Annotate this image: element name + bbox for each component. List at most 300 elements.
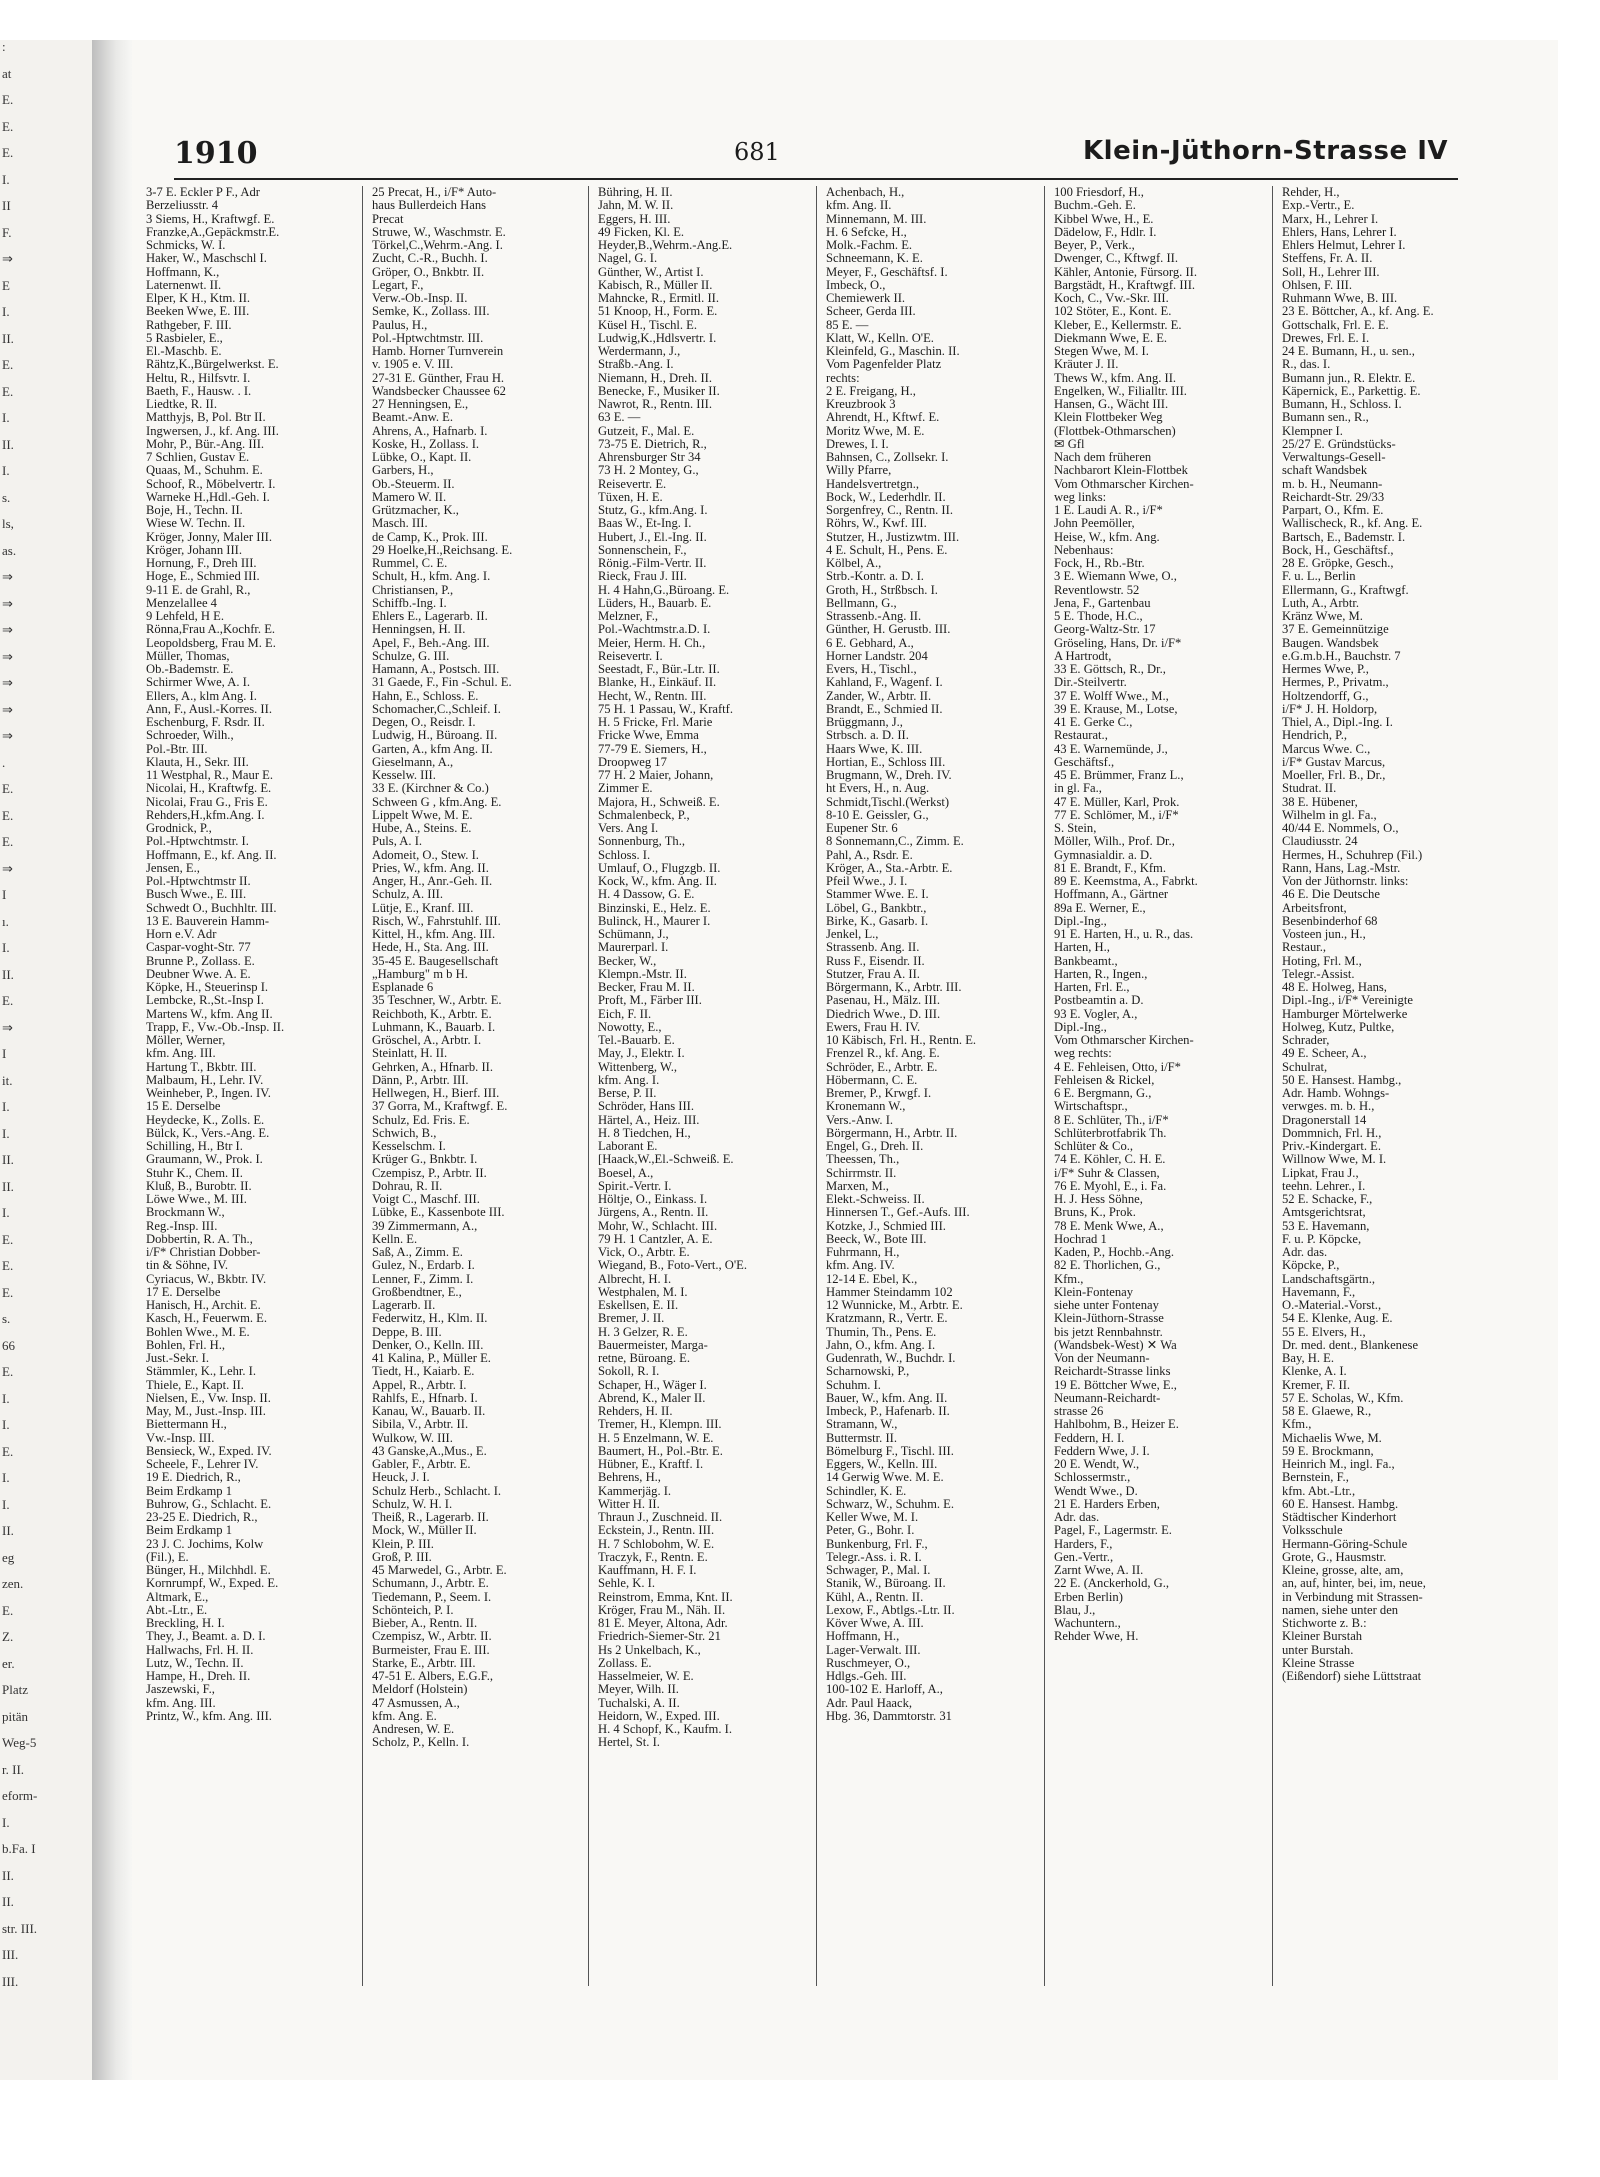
directory-entry: Stutz, G., kfm.Ang. I. [598, 504, 708, 517]
directory-entry: Kröger, Johann III. [146, 543, 243, 557]
directory-entry: Harten, H., [1054, 941, 1110, 955]
directory-entry: teehn. Lehrer., I. [1282, 1179, 1366, 1193]
directory-entry: Czempisz, W., Arbtr. II. [372, 1630, 492, 1644]
directory-entry: Just.-Sekr. I. [146, 1352, 209, 1365]
directory-entry: Leopoldsberg, Frau M. E. [146, 636, 276, 650]
directory-entry: Reventlowstr. 52 [1054, 583, 1140, 597]
directory-entry: Jaszewski, F., [146, 1683, 215, 1697]
directory-entry: Baugen. Wandsbek [1282, 636, 1379, 650]
directory-entry: Ehlers E., Lagerarb. II. [372, 610, 488, 623]
margin-fragment: E. [2, 92, 14, 107]
directory-entry: Rahlfs, E., Hfnarb. I. [372, 1391, 478, 1405]
directory-entry: 39 E. Krause, M., Lotse, [1054, 702, 1178, 716]
margin-fragment: I. [2, 1390, 10, 1406]
directory-entry: (Eißendorf) siehe Lüttstraat [1282, 1670, 1422, 1683]
margin-fragment: Platz [2, 1682, 28, 1697]
directory-entry: 20 E. Wendt, W., [1054, 1458, 1140, 1471]
directory-entry: Börgermann, H., Arbtr. II. [826, 1126, 958, 1140]
margin-fragment: I [2, 1046, 7, 1061]
directory-entry: Klempn.-Mstr. II. [598, 967, 687, 981]
directory-entry: Nachbarort Klein-Flottbek [1054, 464, 1188, 478]
directory-entry: Nach dem früheren [1054, 451, 1152, 464]
directory-entry: Reisevertr. E. [598, 477, 667, 491]
directory-entry: Jenkel, L., [826, 928, 879, 941]
directory-entry: Wittenberg, W., [598, 1060, 678, 1074]
directory-entry: Trapp, F., Vw.-Ob.-Insp. II. [146, 1020, 285, 1034]
directory-entry: Kleine Strasse [1282, 1656, 1355, 1670]
directory-entry: Dipl.-Ing., [1054, 914, 1107, 928]
directory-entry: Vick, O., Arbtr. E. [598, 1246, 690, 1259]
directory-entry: Ludwig, H., Büroang. II. [372, 729, 498, 743]
directory-entry: 100 Friesdorf, H., [1054, 186, 1144, 199]
directory-entry: Rieck, Frau J. III. [598, 570, 687, 584]
margin-fragment: ⇒ [2, 622, 13, 637]
directory-entry: kfm. Abt.-Ltr., [1282, 1484, 1356, 1498]
directory-entry: Kräuter J. II. [1054, 358, 1119, 372]
directory-entry: Ellermann, G., Kraftwgf. [1282, 583, 1409, 597]
directory-entry: Kfm., [1282, 1418, 1312, 1432]
directory-entry: 3 E. Wiemann Wwe, O., [1054, 570, 1177, 584]
directory-entry: Schomacher,C.,Schleif. I. [372, 702, 501, 716]
directory-entry: Zucht, C.-R., Buchh. I. [372, 252, 488, 266]
margin-fragment: III. [2, 1947, 19, 1962]
directory-entry: Jena, F., Gartenbau [1054, 596, 1151, 610]
directory-entry: Franzke,A.,Gepäckmstr.E. [146, 225, 280, 239]
directory-entry: Adr. Hamb. Wohngs- [1282, 1087, 1390, 1100]
column-separator [1272, 186, 1273, 1986]
directory-entry: Hochrad 1 [1054, 1232, 1107, 1246]
directory-entry: Holtzendorff, G., [1282, 689, 1369, 703]
directory-entry: 25/27 E. Gründstücks- [1282, 437, 1396, 451]
directory-entry: Engel, G., Dreh. II. [826, 1140, 924, 1153]
directory-entry: Eschenburg, F. Rsdr. II. [146, 716, 265, 729]
directory-entry: They, J., Beamt. a. D. I. [146, 1630, 266, 1644]
directory-entry: Feddern Wwe, J. I. [1054, 1444, 1150, 1458]
directory-entry: 45 Marwedel, G., Arbtr. E. [372, 1564, 507, 1577]
directory-entry: Thraun J., Zuschneid. II. [598, 1511, 723, 1524]
directory-entry: 59 E. Brockmann, [1282, 1444, 1374, 1458]
directory-entry: Melzner, F., [598, 610, 659, 623]
directory-entry: Printz, W., kfm. Ang. III. [146, 1709, 272, 1723]
directory-entry: 27 Henningsen, E., [372, 398, 469, 411]
directory-entry: El.-Maschb. E. [146, 345, 222, 358]
directory-entry: 102 Stöter, E., Kont. E. [1054, 305, 1172, 319]
directory-entry: Majora, H., Schweiß. E. [598, 795, 720, 809]
directory-entry: kfm. Ang. E. [372, 1709, 437, 1723]
directory-entry: Wilhelm in gl. Fa., [1282, 808, 1377, 822]
directory-entry: Imbeck, P., Hafenarb. II. [826, 1405, 950, 1418]
directory-entry: Koch, C., Vw.-Skr. III. [1054, 292, 1169, 305]
directory-entry: Haars Wwe, K. III. [826, 742, 923, 756]
directory-entry: Sorgenfrey, C., Rentn. II. [826, 504, 953, 517]
margin-fragment: E. [2, 383, 14, 399]
directory-entry: 47 Asmussen, A., [372, 1696, 460, 1710]
margin-fragment: as. [2, 542, 17, 558]
directory-entry: Baeth, F., Hausw. . I. [146, 384, 252, 398]
directory-entry: Mamero W. II. [372, 490, 447, 504]
directory-entry: Kabisch, R., Müller II. [598, 278, 713, 292]
margin-fragment: str. III. [2, 1920, 38, 1936]
directory-entry: Cyriacus, W., Bkbtr. IV. [146, 1272, 267, 1286]
directory-entry: Bunkenburg, Frl. F., [826, 1537, 928, 1551]
directory-column [372, 186, 570, 1986]
directory-entry: Schmicks, W. I. [146, 239, 226, 252]
directory-entry: Klein-Fontenay [1054, 1285, 1134, 1299]
directory-entry: 7 Schlien, Gustav E. [146, 451, 250, 464]
directory-entry: verwges. m. b. H., [1282, 1100, 1375, 1114]
directory-entry: ht Evers, H., n. Aug. [826, 782, 930, 796]
directory-entry: Meldorf (Holstein) [372, 1683, 468, 1697]
margin-fragment: II. [2, 436, 14, 452]
directory-entry: Nielsen, E., Vw. Insp. II. [146, 1391, 271, 1405]
directory-entry: namen, siehe unter den [1282, 1603, 1399, 1617]
directory-entry: Gröschel, A., Arbtr. I. [372, 1034, 482, 1047]
directory-entry: Jürgens, A., Rentn. II. [598, 1206, 709, 1220]
directory-entry: retne, Büroang. E. [598, 1352, 690, 1365]
directory-entry: Kittel, H., kfm. Ang. III. [372, 928, 496, 941]
directory-entry: in gl. Fa., [1054, 782, 1102, 796]
directory-entry: Gutzeit, F., Mal. E. [598, 424, 695, 438]
column-separator [588, 186, 589, 1986]
directory-entry: 33 E. (Kirchner & Co.) [372, 782, 489, 796]
column-separator [1044, 186, 1045, 1986]
directory-entry: Verw.-Ob.-Insp. II. [372, 292, 468, 305]
directory-entry: Abt.-Ltr., E. [146, 1603, 208, 1617]
directory-entry: Kleinfeld, G., Maschin. II. [826, 345, 960, 358]
directory-entry: Heydecke, K., Zolls. E. [146, 1113, 265, 1127]
directory-entry: Horn e.V. Adr [146, 928, 217, 941]
directory-entry: Schumann, J., Arbtr. E. [372, 1577, 489, 1591]
directory-entry: Kröger, Frau M., Näh. II. [598, 1603, 726, 1617]
directory-entry: H. 7 Schlobohm, W. E. [598, 1537, 715, 1551]
directory-entry: Hoffmann, H., [826, 1630, 900, 1644]
margin-fragment: Weg-5 [2, 1735, 37, 1750]
directory-entry: Bremer, J. II. [598, 1312, 665, 1326]
directory-entry: 33 E. Göttsch, R., Dr., [1054, 663, 1166, 676]
directory-entry: 78 E. Menk Wwe, A., [1054, 1219, 1164, 1233]
margin-fragment: E. [2, 781, 14, 796]
directory-entry: Stanik, W., Büroang. II. [826, 1577, 946, 1591]
directory-entry: Willnow Wwe, M. I. [1282, 1153, 1387, 1167]
directory-entry: unter Burstah. [1282, 1643, 1354, 1657]
directory-entry: Gen.-Vertr., [1054, 1550, 1114, 1564]
margin-fragment: ⇒ [2, 701, 13, 717]
directory-entry: H. 5 Enzelmann, W. E. [598, 1431, 714, 1445]
directory-entry: Schloss. I. [598, 848, 651, 862]
margin-fragment: s. [2, 1311, 11, 1326]
directory-entry: Schween G , kfm.Ang. E. [372, 795, 502, 809]
directory-entry: Hanisch, H., Archit. E. [146, 1299, 261, 1312]
directory-entry: de Camp, K., Prok. III. [372, 530, 488, 544]
directory-entry: Ohlsen, F. III. [1282, 278, 1352, 292]
margin-fragment: Z. [2, 1629, 14, 1644]
margin-fragment: ⇒ [2, 251, 13, 266]
directory-entry: Legart, F., [372, 278, 424, 292]
directory-entry: 31 Gaede, F., Fin -Schul. E. [372, 676, 512, 690]
margin-fragment: . [2, 754, 6, 770]
margin-fragment: II [2, 198, 11, 213]
directory-entry: 85 E. — [826, 318, 869, 332]
margin-fragment: : [2, 40, 6, 54]
directory-entry: Studrat. II. [1282, 782, 1337, 796]
directory-entry: Nagel, G. I. [598, 252, 658, 266]
directory-entry: Scheer, Gerda III. [826, 305, 916, 319]
directory-entry: siehe unter Fontenay [1054, 1299, 1159, 1312]
margin-fragment: it. [2, 1072, 13, 1088]
directory-entry: Hallwachs, Frl. H. II. [146, 1643, 254, 1657]
directory-entry: Ehlers Helmut, Lehrer I. [1282, 239, 1406, 252]
directory-entry: Strassenb.-Ang. II. [826, 610, 922, 623]
directory-entry: 81 E. Meyer, Altona, Adr. [598, 1617, 728, 1630]
directory-entry: Niemann, H., Dreh. II. [598, 371, 713, 385]
margin-fragment: I. [2, 1814, 10, 1830]
directory-entry: Ludwig,K.,Hdlsvertr. I. [598, 331, 717, 345]
directory-entry: Holweg, Kutz, Pultke, [1282, 1020, 1395, 1034]
directory-entry: Grote, G., Hausmstr. [1282, 1550, 1387, 1564]
directory-entry: Lutz, W., Techn. II. [146, 1656, 244, 1670]
directory-entry: Pol.-Hptwchtmstr. I. [146, 835, 249, 849]
directory-entry: 48 E. Holweg, Hans, [1282, 981, 1387, 994]
directory-entry: Umlauf, O., Flugzgb. II. [598, 861, 721, 875]
directory-entry: Gottschalk, Frl. E. E. [1282, 318, 1389, 332]
directory-entry: Volksschule [1282, 1524, 1343, 1538]
directory-entry: Schilling, H., Btr I. [146, 1140, 243, 1153]
directory-entry: Hamb. Horner Turnverein [372, 345, 504, 358]
margin-fragment: II. [2, 966, 14, 982]
directory-entry: Lübke, E., Kassenbote III. [372, 1206, 505, 1220]
directory-entry: Christiansen, P., [372, 583, 454, 597]
directory-entry: Schulrat, [1282, 1060, 1328, 1074]
directory-entry: Löwe Wwe., M. III. [146, 1193, 247, 1206]
directory-entry: Birke, K., Gasarb. I. [826, 914, 929, 928]
directory-entry: Binzinski, E., Helz. E. [598, 901, 711, 915]
directory-entry: Becker, W., [598, 954, 657, 968]
directory-entry: in Verbindung mit Strassen- [1282, 1590, 1423, 1604]
directory-entry: Pasenau, H., Mälz. III. [826, 994, 941, 1008]
margin-fragment: I. [2, 304, 10, 319]
directory-entry: Russ F., Eisendr. II. [826, 954, 925, 968]
directory-entry: 10 Käbisch, Frl. H., Rentn. E. [826, 1034, 977, 1047]
directory-entry: Benecke, F., Musiker II. [598, 384, 720, 398]
directory-entry: Deppe, B. III. [372, 1325, 442, 1339]
margin-fragment: b.Fa. I [2, 1841, 36, 1856]
directory-entry: Telegr.-Ass. i. R. I. [826, 1550, 922, 1564]
directory-entry: Klauta, H., Sekr. III. [146, 755, 249, 769]
margin-fragment: ⇒ [2, 1019, 13, 1035]
margin-fragment: II. [2, 1152, 14, 1167]
directory-entry: Gehrken, A., Hfnarb. II. [372, 1060, 493, 1074]
directory-entry: Berzeliusstr. 4 [146, 199, 219, 213]
directory-entry: Arbeitsfront, [1282, 901, 1347, 915]
directory-entry: Zollass. E. [598, 1656, 652, 1670]
directory-entry: S. Stein, [1054, 822, 1097, 835]
directory-entry: Kock, W., kfm. Ang. II. [598, 875, 717, 888]
directory-entry: Hertel, St. I. [598, 1736, 660, 1750]
directory-entry: Hinnersen T., Gef.-Aufs. III. [826, 1206, 970, 1220]
directory-entry: Mohr, W., Schlacht. III. [598, 1219, 718, 1233]
directory-entry: Geschäftsf., [1054, 755, 1115, 769]
directory-entry: Starke, E., Arbtr. III. [372, 1656, 476, 1670]
directory-entry: Großbendtner, E., [372, 1285, 462, 1299]
directory-entry: Bühring, H. II. [598, 186, 673, 199]
directory-entry: Bünger, H., Milchhdl. E. [146, 1564, 271, 1577]
directory-entry: Ehlers, Hans, Lehrer I. [1282, 225, 1397, 239]
directory-entry: Gulez, N., Erdarb. I. [372, 1259, 475, 1273]
directory-entry: Schwager, P., Mal. I. [826, 1564, 931, 1577]
directory-entry: Harders, F., [1054, 1537, 1113, 1551]
directory-entry: Baas W., Et-Ing. I. [598, 517, 692, 531]
directory-entry: Postbeamtin a. D. [1054, 994, 1144, 1008]
directory-entry: Dragonerstall 14 [1282, 1113, 1367, 1127]
directory-entry: Bauer, W., kfm. Ang. II. [826, 1391, 948, 1405]
directory-entry: Anger, H., Anr.-Geh. II. [372, 875, 493, 888]
directory-entry: H. 3 Gelzer, R. E. [598, 1325, 688, 1339]
margin-fragment: r. II. [2, 1761, 25, 1777]
directory-entry: Dr. med. dent., Blankenese [1282, 1338, 1419, 1352]
directory-entry: Gymnasialdir. a. D. [1054, 848, 1153, 862]
directory-entry: 23 E. Böttcher, A., kf. Ang. E. [1282, 305, 1434, 319]
directory-entry: Kahland, F., Wagenf. I. [826, 676, 943, 690]
directory-entry: Rummel, C. E. [372, 557, 448, 570]
directory-entry: Tel.-Bauarb. E. [598, 1034, 675, 1047]
margin-fragment: ⇒ [2, 648, 13, 664]
directory-entry: Eggers, H. III. [598, 212, 671, 226]
directory-entry: Handelsvertretgn., [826, 477, 920, 491]
directory-entry: 73 H. 2 Montey, G., [598, 464, 699, 478]
directory-entry: Lütje, E., Kranf. III. [372, 901, 474, 915]
directory-entry: Straßb.-Ang. I. [598, 358, 674, 372]
directory-entry: Witter H. II. [598, 1497, 660, 1511]
directory-entry: Beamt.-Anw. E. [372, 411, 454, 425]
directory-entry: Willy Pfarre, [826, 464, 892, 478]
margin-fragment: eform- [2, 1788, 38, 1803]
directory-entry: Klein Flottbeker Weg [1054, 411, 1163, 425]
directory-entry: Scholz, P., Kelln. I. [372, 1736, 470, 1750]
directory-entry: Von der Jüthornstr. links: [1282, 875, 1409, 888]
directory-entry: Vers.-Anw. I. [826, 1113, 894, 1127]
margin-fragment: E. [2, 1231, 14, 1247]
directory-entry: Kibbel Wwe, H., E. [1054, 212, 1154, 226]
margin-fragment: pitän [2, 1708, 28, 1724]
directory-entry: Günther, H. Gerustb. III. [826, 623, 951, 637]
directory-entry: 53 E. Havemann, [1282, 1219, 1370, 1233]
directory-entry: Adr. Paul Haack, [826, 1696, 913, 1710]
directory-entry: Groth, H., Strßbsch. I. [826, 583, 938, 597]
directory-entry: 60 E. Hansest. Hambg. [1282, 1497, 1399, 1511]
directory-entry: Erben Berlin) [1054, 1590, 1123, 1604]
directory-entry: Rehders, H. II. [598, 1405, 673, 1418]
margin-fragment: er. [2, 1655, 15, 1671]
directory-entry: Hbg. 36, Dammtorstr. 31 [826, 1709, 952, 1723]
directory-entry: Burmeister, Frau E. III. [372, 1643, 490, 1657]
directory-entry: Zimmer E. [598, 782, 653, 796]
previous-page-fragment [0, 40, 94, 2080]
directory-entry: Nicolai, H., Kraftwfg. E. [146, 782, 272, 796]
directory-entry: Hartung T., Bkbtr. III. [146, 1060, 257, 1074]
directory-entry: Caspar-voght-Str. 77 [146, 941, 251, 955]
directory-entry: 73-75 E. Dietrich, R., [598, 437, 707, 451]
directory-entry: Hellwegen, H., Bierf. III. [372, 1087, 500, 1100]
directory-entry: Bruns, K., Prok. [1054, 1206, 1136, 1220]
directory-entry: Klempner I. [1282, 424, 1343, 438]
margin-fragment: E. [2, 1443, 14, 1459]
margin-fragment: E. [2, 1284, 14, 1300]
directory-entry: 37 E. Wolff Wwe., M., [1054, 689, 1169, 703]
directory-entry: 8-10 E. Geissler, G., [826, 808, 929, 822]
directory-entry: Lexow, F., Abtlgs.-Ltr. II. [826, 1603, 955, 1617]
directory-entry: Engelken, W., Filialltr. III. [1054, 384, 1187, 398]
directory-entry: 27-31 E. Günther, Frau H. [372, 371, 505, 385]
directory-entry: John Peemöller, [1054, 517, 1135, 531]
directory-entry: 57 E. Scholas, W., Kfm. [1282, 1391, 1404, 1405]
directory-entry: Stegen Wwe, M. I. [1054, 345, 1149, 358]
directory-entry: Heinrich M., ingl. Fa., [1282, 1458, 1395, 1471]
margin-fragment: I. [2, 1496, 10, 1512]
directory-entry: Bülck, K., Vers.-Ang. E. [146, 1126, 270, 1140]
directory-entry: Stämmler, K., Lehr. I. [146, 1365, 257, 1379]
directory-entry: Schmidt,Tischl.(Werkst) [826, 795, 950, 809]
directory-entry: Kröger, Jonny, Maler III. [146, 530, 272, 544]
directory-entry: 54 E. Klenke, Aug. E. [1282, 1312, 1393, 1326]
directory-entry: Masch. III. [372, 517, 428, 531]
directory-entry: Hoting, Frl. M., [1282, 954, 1362, 968]
directory-entry: Groß, P. III. [372, 1550, 432, 1564]
directory-entry: Malbaum, H., Lehr. IV. [146, 1073, 264, 1087]
directory-entry: Hoffmann, K., [146, 265, 220, 279]
directory-entry: Schümann, J., [598, 928, 669, 941]
directory-entry: Kreuzbrook 3 [826, 398, 896, 411]
directory-entry: Laternenwt. II. [146, 278, 222, 292]
directory-entry: Hoffmann, A., Gärtner [1054, 888, 1169, 902]
directory-entry: Kölbel, A., [826, 557, 882, 570]
directory-entry: 75 H. 1 Passau, W., Kraftf. [598, 702, 734, 716]
directory-entry: Neumann-Reichardt- [1054, 1391, 1161, 1405]
directory-entry: Restaur., [1282, 941, 1327, 955]
directory-entry: 41 Kalina, P., Müller E. [372, 1352, 491, 1365]
directory-entry: Gieselmann, A., [372, 755, 454, 769]
directory-entry: weg rechts: [1054, 1047, 1112, 1061]
directory-entry: Lüders, H., Bauarb. E. [598, 596, 712, 610]
directory-entry: Albrecht, H. I. [598, 1272, 672, 1286]
directory-entry: 19 E. Böttcher Wwe, E., [1054, 1378, 1177, 1392]
directory-entry: Bauermeister, Marga- [598, 1338, 708, 1352]
directory-entry: Pol.-Hptwchtmstr. III. [372, 331, 484, 345]
directory-entry: 63 E. — [598, 411, 641, 425]
directory-entry: Vosteen jun., H., [1282, 928, 1366, 941]
directory-entry: Strassenb. Ang. II. [826, 941, 920, 955]
directory-entry: Wiese W. Techn. II. [146, 517, 246, 531]
directory-entry: Frenzel R., kf. Ang. E. [826, 1047, 940, 1061]
directory-entry: Pahl, A., Rsdr. E. [826, 848, 913, 862]
directory-entry: 9-11 E. de Grahl, R., [146, 583, 251, 597]
margin-fragment: II. [2, 330, 14, 346]
directory-entry: tin & Söhne, IV. [146, 1259, 228, 1273]
directory-entry: Dänn, P., Arbtr. III. [372, 1073, 469, 1087]
directory-entry: strasse 26 [1054, 1405, 1104, 1418]
directory-entry: Bock, W., Lederhdlr. II. [826, 490, 946, 504]
directory-entry: Tremer, H., Klempn. III. [598, 1418, 722, 1432]
directory-entry: Klatt, W., Kelln. O'E. [826, 331, 934, 345]
directory-entry: Exp.-Vertr., E. [1282, 199, 1355, 213]
directory-entry: Elekt.-Schweiss. II. [826, 1193, 925, 1206]
directory-entry: Achenbach, H., [826, 186, 905, 199]
margin-fragment: ⇒ [2, 675, 13, 690]
directory-entry: Puls, A. I. [372, 835, 423, 849]
directory-entry: Kornrumpf, W., Exped. E. [146, 1577, 279, 1591]
directory-entry: 37 Gorra, M., Kraftwgf. E. [372, 1100, 508, 1114]
margin-fragment: E. [2, 357, 14, 372]
directory-entry: Apel, F., Beh.-Ang. III. [372, 636, 490, 650]
